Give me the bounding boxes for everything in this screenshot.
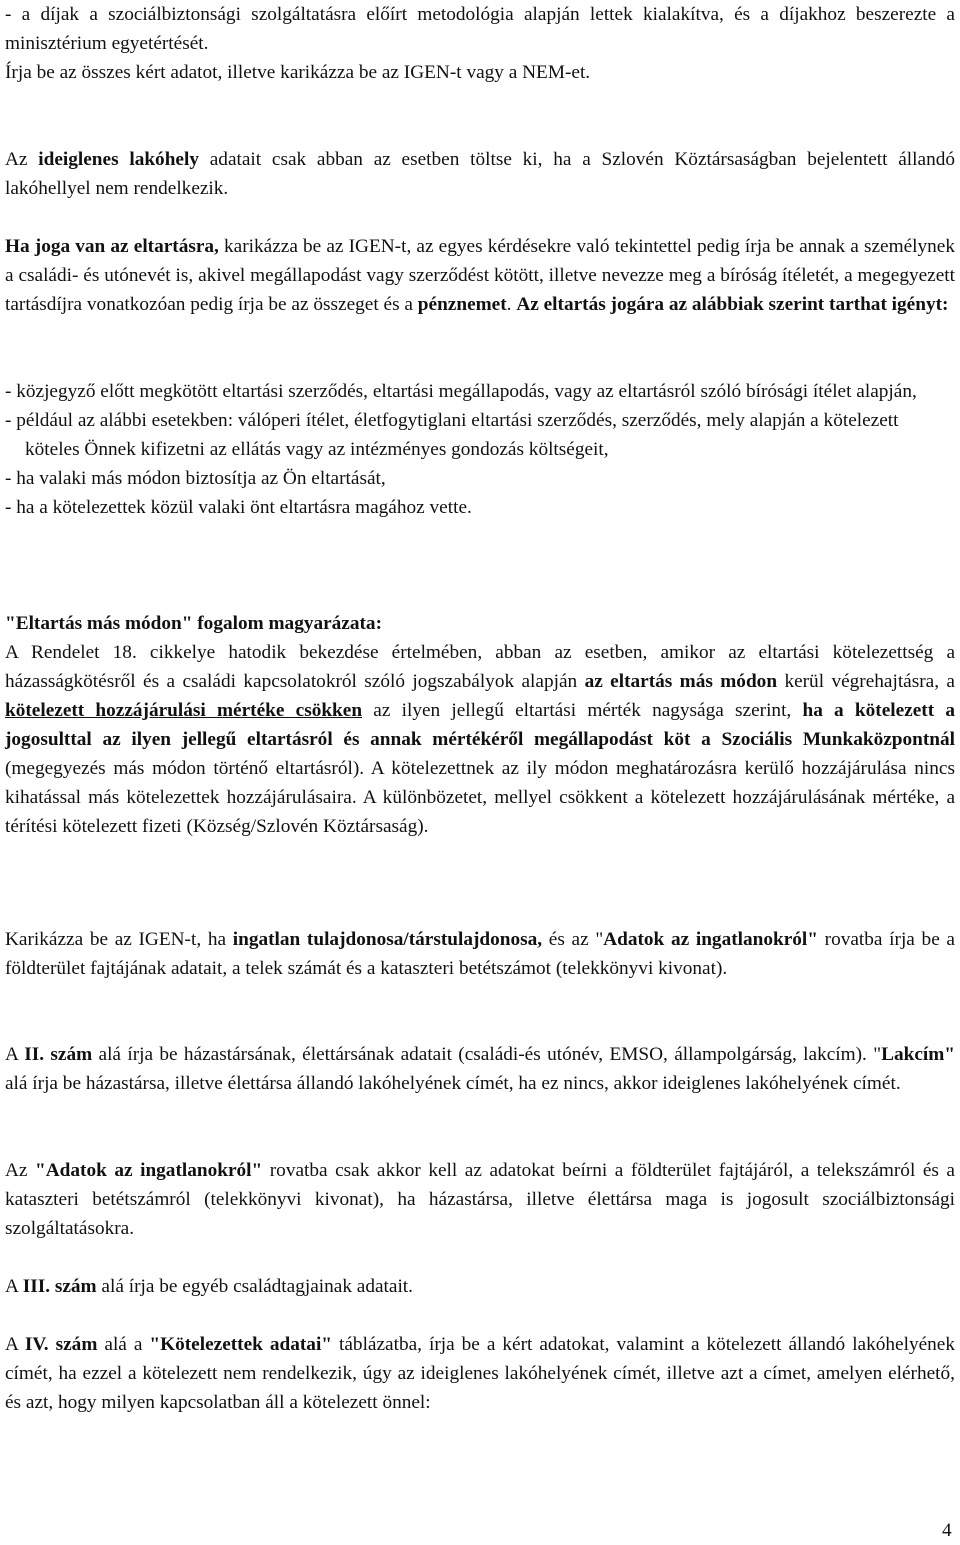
bold-term: "Kötelezettek adatai" (149, 1334, 333, 1355)
bold-term: ingatlan tulajdonosa/társtulajdonosa, (232, 929, 543, 950)
paragraph-maintenance-right: Ha joga van az eltartásra, karikázza be az IGEN-t, az egyes kérdésekre való tekintettel pedig írja be annak a személynek a családi- és utónevét is, akivel megállapodást vagy szerződést kötött, illetve nevezze meg a bíróság ítéletét, a megegyezett tartásdíjra vonatkozóan pedig írja be az összeget és a pénznemet. Az eltartás jogára az alábbiak szerint tarthat igényt: (5, 236, 955, 315)
bold-underlined-term: kötelezett hozzájárulási mértéke csökken (5, 700, 363, 721)
paragraph-regulation-explanation: A Rendelet 18. cikkelye hatodik bekezdése értelmében, abban az esetben, amikor az eltartási kötelezettség a házasságkötésről és a családi kapcsolatokról szóló jogszabályok alapján az eltartás más módon kerül végrehajtásra, a kötelezett hozzájárulási mértéke csökken az ilyen jellegű eltartási mérték nagysága szerint, ha a kötelezett a jogosulttal az ilyen jellegű eltartásról és annak mértékéről megállapodást köt a Szociális Munkaközpontnál (megegyezés más módon történő eltartásról). A kötelezettnek az ily módon meghatározásra kerülő hozzájárulása nincs kihatással más kötelezettek hozzájárulásaira. A különbözetet, mellyel csökkent a kötelezett hozzájárulásának mértéke, a térítési kötelezett fizeti (Község/Szlovén Köztársaság). (5, 642, 955, 837)
bold-term: Lakcím" (881, 1044, 956, 1065)
list-item: - például az alábbi esetekben: válóperi ítélet, életfogytiglani eltartási szerződés, szerződés, mely alapján a kötelezett köteles Önnek kifizetni az ellátás vagy az intézményes gondozás költségeit, (5, 410, 899, 460)
paragraph-instructions: Írja be az összes kért adatot, illetve karikázza be az IGEN-t vagy a NEM-et. (5, 62, 591, 83)
bold-term: az eltartás más módon (584, 671, 778, 692)
bold-term: Adatok az ingatlanokról" (603, 929, 818, 950)
maintenance-basis-list (5, 377, 955, 522)
bold-term: IV. szám (24, 1334, 98, 1355)
paragraph-property-data: Az "Adatok az ingatlanokról" rovatba csak akkor kell az adatokat beírni a földterület fajtájáról, a telekszámról és a kataszteri betétszámról (telekkönyvi kivonat), ha házastársa, illetve élettársa maga is jogosult szociálbiztonsági szolgáltatásokra. (5, 1160, 955, 1239)
bold-term: Az eltartás jogára az alábbiak szerint tarthat igényt: (516, 294, 949, 315)
paragraph-fee-methodology: - a díjak a szociálbiztonsági szolgáltatásra előírt metodológia alapján lettek kialakítva, és a díjakhoz beszerezte a minisztérium egyetértését. (5, 4, 955, 54)
paragraph-section-two: A II. szám alá írja be házastársának, élettársának adatait (családi-és utónév, EMSO, állampolgárság, lakcím). "Lakcím" alá írja be házastársa, illetve élettársa állandó lakóhelyének címét, ha ez nincs, akkor ideiglenes lakóhelyének címét. (5, 1044, 956, 1094)
paragraph-property-owner: Karikázza be az IGEN-t, ha ingatlan tulajdonosa/társtulajdonosa, és az "Adatok az ingatlanokról" rovatba írja be a földterület fajtájának adatait, a telek számát és a kataszteri betétszámot (telekkönyvi kivonat). (5, 929, 955, 979)
list-item: - ha valaki más módon biztosítja az Ön eltartását, (5, 468, 386, 489)
bold-term: "Adatok az ingatlanokról" (35, 1160, 263, 1181)
page-number: 4 (942, 1520, 952, 1541)
paragraph-section-four: A IV. szám alá a "Kötelezettek adatai" táblázatba, írja be a kért adatokat, valamint a kötelezett állandó lakóhelyének címét, ha ezzel a kötelezett nem rendelkezik, úgy az ideiglenes lakóhelyének címét, illetve azt a címet, amelyen elérhető, és azt, hogy milyen kapcsolatban áll a kötelezett önnel: (5, 1334, 955, 1413)
bold-term: ha a kötelezett a jogosulttal az ilyen jellegű eltartásról és annak mértékéről megállapodást köt a Szociális Munkaközpontnál (5, 700, 955, 750)
list-item: - ha a kötelezettek közül valaki önt eltartásra magához vette. (5, 497, 472, 518)
bold-term: ideiglenes lakóhely (38, 149, 199, 170)
paragraph-section-three: A III. szám alá írja be egyéb családtagjainak adatait. (5, 1276, 413, 1297)
bold-term: pénznemet (417, 294, 507, 315)
paragraph-temporary-residence: Az ideiglenes lakóhely adatait csak abban az esetben töltse ki, ha a Szlovén Köztársaságban bejelentett állandó lakóhellyel nem rendelkezik. (5, 149, 955, 199)
bold-term: II. szám (24, 1044, 93, 1065)
bold-term: Ha joga van az eltartásra, (5, 236, 219, 257)
bold-term: III. szám (22, 1276, 97, 1297)
list-item: - közjegyző előtt megkötött eltartási szerződés, eltartási megállapodás, vagy az eltartásról szóló bírósági ítélet alapján, (5, 381, 917, 402)
section-heading: "Eltartás más módon" fogalom magyarázata: (5, 613, 382, 634)
